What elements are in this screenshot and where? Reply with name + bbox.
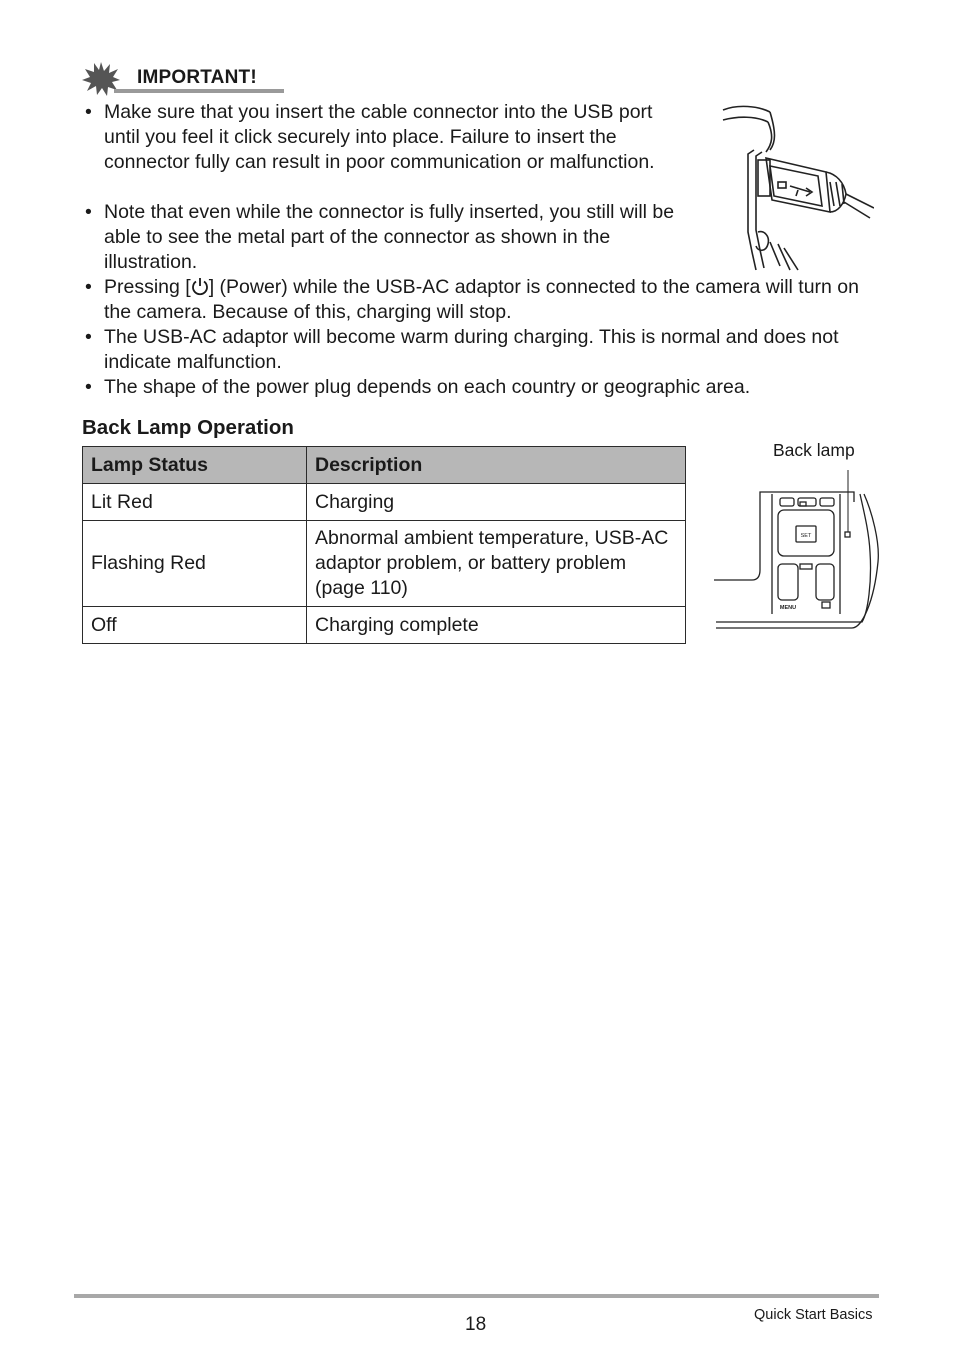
table-row [83, 484, 686, 521]
important-underline [114, 89, 284, 93]
important-heading [82, 62, 286, 96]
bullet-text: The shape of the power plug depends on each country or geographic area. [104, 376, 751, 398]
table-header-row [83, 447, 686, 484]
bullet-marker: • [85, 201, 92, 223]
important-label: IMPORTANT! [137, 67, 257, 88]
bullet-text: Make sure that you insert the cable connector into the USB port until you feel it click securely into place. Failure to insert the connector fully can result in poor communication or malfunction. [104, 101, 655, 173]
bullet-marker: • [85, 376, 92, 398]
bullet-text: The USB-AC adaptor will become warm during charging. This is normal and does not indicate malfunction. [104, 326, 839, 373]
table-cell: Charging complete [307, 607, 686, 644]
table-cell: Charging [307, 484, 686, 521]
footer-section-name: Quick Start Basics [754, 1307, 873, 1323]
table-cell: Abnormal ambient temperature, USB-AC adaptor problem, or battery problem (page 110) [307, 521, 686, 607]
menu-button-label: MENU [779, 605, 797, 611]
table-cell: Lit Red [83, 484, 307, 521]
set-button-label: SET [800, 533, 812, 539]
bullet-marker: • [85, 101, 92, 123]
page-number: 18 [465, 1314, 487, 1335]
column-header: Description [307, 447, 686, 484]
usb-connector-illustration [718, 102, 874, 274]
bullet-text: Note that even while the connector is fully inserted, you still will be able to see the metal part of the connector as shown in the illustration. [104, 201, 675, 273]
bullet-text-part: ] (Power) while the USB-AC adaptor is connected to the camera will turn on the camera. Because of this, charging will stop. [104, 276, 860, 323]
footer-rule [74, 1294, 879, 1298]
back-lamp-table [82, 446, 686, 644]
section-heading: Back Lamp Operation [82, 416, 294, 439]
table-cell: Off [83, 607, 307, 644]
bullet-marker: • [85, 326, 92, 348]
bullet-text-part: Pressing [ [104, 276, 191, 298]
bullet-marker: • [85, 276, 92, 298]
camera-back-illustration [712, 462, 882, 642]
back-lamp-callout-label: Back lamp [773, 440, 855, 460]
bullet-text [104, 275, 874, 325]
table-cell: Flashing Red [83, 521, 307, 607]
table-row [83, 607, 686, 644]
power-icon [191, 277, 209, 296]
table-row [83, 521, 686, 607]
column-header: Lamp Status [83, 447, 307, 484]
